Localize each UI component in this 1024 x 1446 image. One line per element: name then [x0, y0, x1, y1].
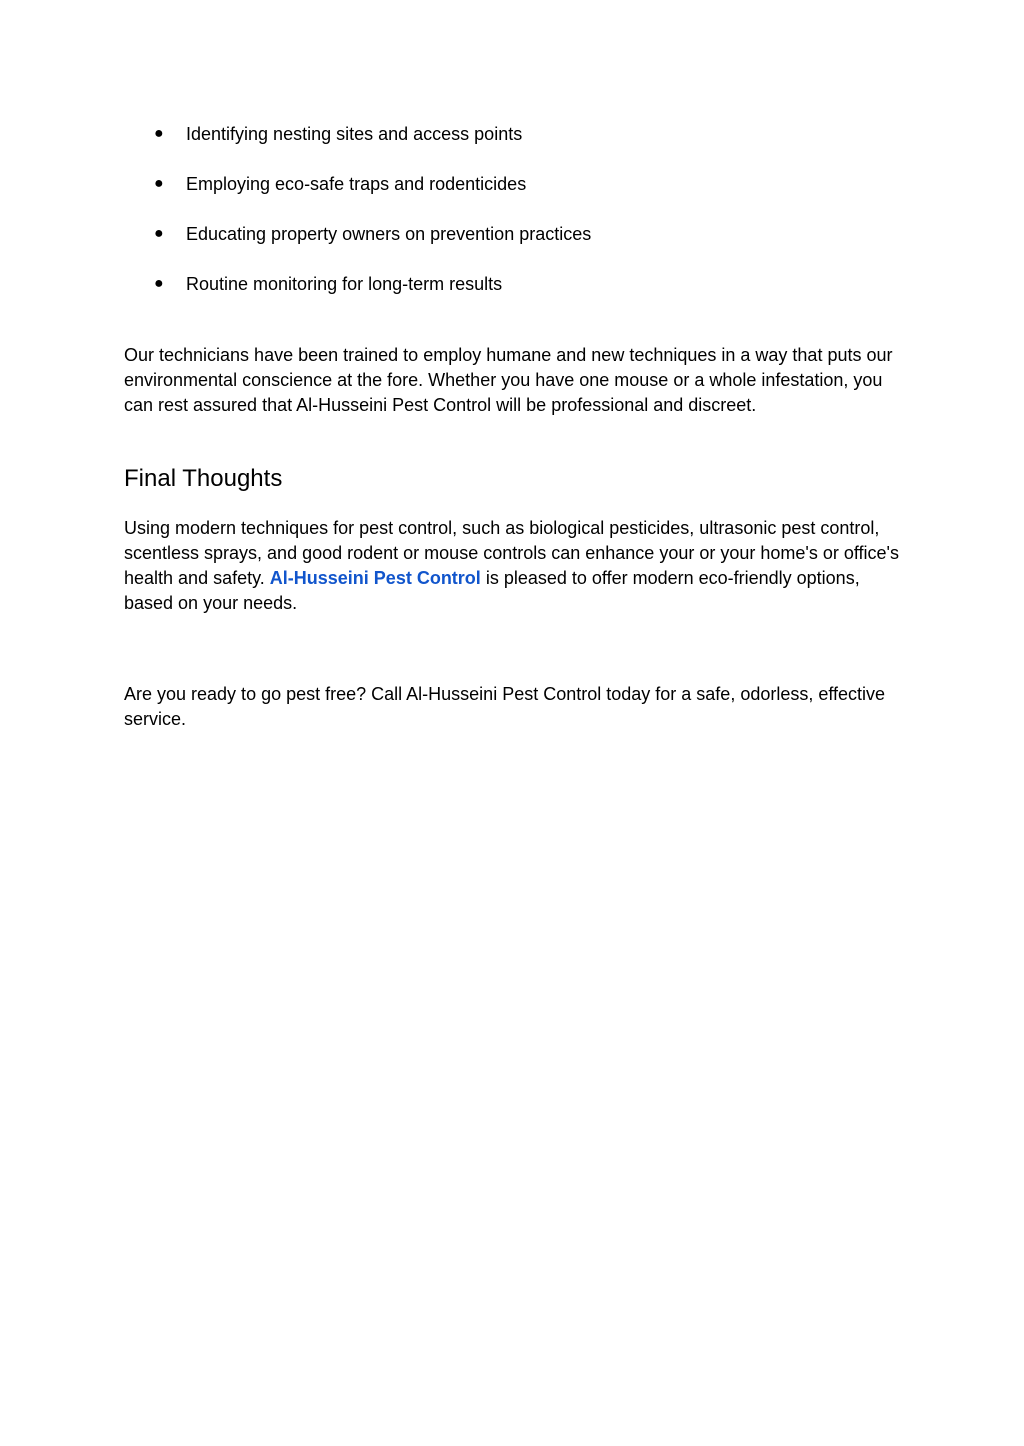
section-heading: Final Thoughts [124, 465, 283, 492]
list-item [124, 220, 904, 270]
bullet-icon: ● [154, 125, 164, 142]
paragraph-call-to-action: Are you ready to go pest free? Call Al-Husseini Pest Control today for a safe, odorless, effective service. [124, 684, 886, 729]
list-item [124, 120, 904, 170]
bullet-icon: ● [154, 225, 164, 242]
paragraph-text: is pleased to offer modern eco-friendly options, based on your needs. [124, 568, 860, 613]
list-item-text: Routine monitoring for long-term results [186, 274, 503, 294]
company-link[interactable]: Al-Husseini Pest Control [269, 568, 481, 588]
list-item-text: Educating property owners on prevention practices [186, 224, 592, 244]
paragraph-text: Using modern techniques for pest control, such as biological pesticides, ultrasonic pest control, scentless sprays, and good rodent or mouse controls can enhance your or your home's or office's health and safety. [124, 518, 899, 588]
list-item [124, 170, 904, 220]
bullet-list [124, 120, 904, 320]
list-item-text: Employing eco-safe traps and rodenticides [186, 174, 527, 194]
list-item-text: Identifying nesting sites and access points [186, 124, 523, 144]
paragraph-modern-techniques [124, 516, 904, 616]
paragraph-technicians: Our technicians have been trained to employ humane and new techniques in a way that puts our environmental conscience at the fore. Whether you have one mouse or a whole infestation, you can rest assured that Al-Husseini Pest Control will be professional and discreet. [124, 345, 893, 415]
bullet-icon: ● [154, 175, 164, 192]
bullet-icon: ● [154, 275, 164, 292]
list-item [124, 270, 904, 320]
